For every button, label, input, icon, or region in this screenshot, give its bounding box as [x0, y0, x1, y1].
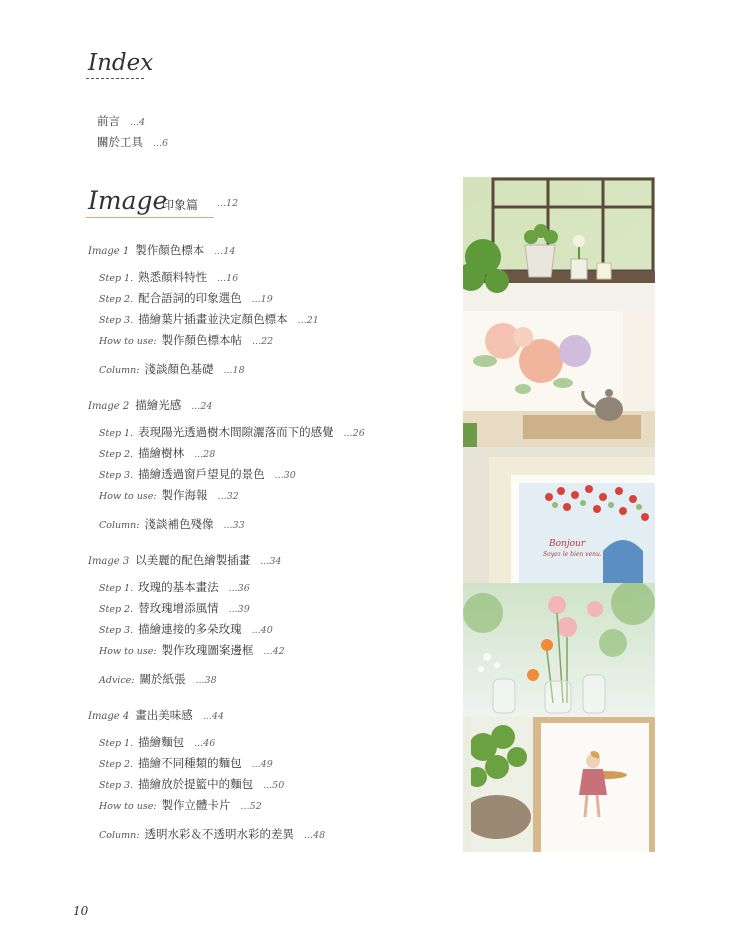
- index-entry-tools[interactable]: [97, 133, 168, 151]
- toc-step[interactable]: [99, 641, 285, 659]
- toc-title: 淺談補色殘像: [144, 519, 214, 531]
- toc-label: Step 1.: [99, 428, 134, 439]
- toc-page: ...46: [194, 738, 216, 749]
- toc-title: 描繪放於提籃中的麵包: [138, 779, 254, 791]
- toc-section-image-4[interactable]: [88, 706, 224, 724]
- toc-page: ...44: [202, 711, 224, 722]
- toc-page: ...18: [223, 365, 245, 376]
- index-entry-label: 關於工具: [97, 137, 143, 149]
- toc-title: 描繪透過窗戶望見的景色: [138, 469, 265, 481]
- toc-label: Image 3: [88, 556, 130, 567]
- toc-label: How to use:: [99, 336, 157, 347]
- toc-label: Step 3.: [99, 470, 134, 481]
- toc-section-image-1[interactable]: [88, 241, 235, 259]
- toc-title: 描繪樹林: [138, 448, 185, 460]
- image-section-heading: Image: [88, 186, 168, 215]
- toc-title: 製作玫瑰圖案邊框: [161, 645, 254, 657]
- toc-label: Step 1.: [99, 273, 134, 284]
- toc-step[interactable]: [99, 444, 215, 462]
- toc-page: ...16: [217, 273, 239, 284]
- toc-step[interactable]: [99, 796, 262, 814]
- index-entry-page: ...6: [153, 138, 169, 149]
- toc-step[interactable]: [99, 599, 250, 617]
- toc-page: ...33: [223, 520, 245, 531]
- toc-label: Step 1.: [99, 738, 134, 749]
- toc-column[interactable]: [99, 360, 245, 378]
- toc-section-image-3[interactable]: [88, 551, 281, 569]
- toc-step[interactable]: [99, 620, 273, 638]
- toc-title: 熟悉顏料特性: [138, 272, 208, 284]
- toc-page: ...40: [251, 625, 273, 636]
- toc-page: ...19: [251, 294, 273, 305]
- toc-title: 畫出美味感: [135, 710, 193, 722]
- toc-label: Step 2.: [99, 759, 134, 770]
- toc-step[interactable]: [99, 331, 273, 349]
- window-plants-photo: [463, 177, 655, 311]
- toc-label: Column:: [99, 520, 140, 531]
- toc-label: How to use:: [99, 491, 157, 502]
- toc-label: Image 1: [88, 246, 130, 257]
- toc-page: ...24: [191, 401, 213, 412]
- toc-step[interactable]: [99, 423, 365, 441]
- toc-title: 玫瑰的基本畫法: [138, 582, 219, 594]
- toc-page: ...42: [263, 646, 285, 657]
- rose-watercolor-teapot-photo: [463, 311, 655, 447]
- toc-label: Column:: [99, 830, 140, 841]
- toc-title: 配合語詞的印象選色: [138, 293, 242, 305]
- index-entry-preface[interactable]: [97, 112, 145, 130]
- toc-page: ...49: [251, 759, 273, 770]
- index-entry-page: ...4: [130, 117, 146, 128]
- page-number: 10: [73, 904, 89, 918]
- toc-label: Step 3.: [99, 780, 134, 791]
- toc-step[interactable]: [99, 486, 239, 504]
- photo-column: [463, 177, 655, 852]
- toc-advice[interactable]: [99, 670, 217, 688]
- toc-page: ...48: [303, 830, 326, 841]
- toc-page: ...22: [252, 336, 274, 347]
- toc-step[interactable]: [99, 733, 215, 751]
- image-section-heading-cn: 印象篇: [162, 198, 199, 212]
- toc-label: Step 3.: [99, 315, 134, 326]
- toc-label: Image 2: [88, 401, 130, 412]
- toc-page: ...36: [228, 583, 250, 594]
- toc-label: Step 2.: [99, 294, 134, 305]
- toc-page: ...30: [274, 470, 296, 481]
- toc-step[interactable]: [99, 310, 319, 328]
- toc-title: 關於紙張: [139, 674, 186, 686]
- toc-title: 淺談顏色基礎: [144, 364, 214, 376]
- index-heading: Index: [88, 50, 154, 76]
- toc-page: ...34: [260, 556, 282, 567]
- toc-title: 描繪葉片插畫並決定顏色標本: [138, 314, 288, 326]
- toc-page: ...32: [217, 491, 239, 502]
- toc-title: 表現陽光透過樹木間隙灑落而下的感覺: [138, 427, 334, 439]
- toc-title: 替玫瑰增添風情: [138, 603, 219, 615]
- toc-label: Step 1.: [99, 583, 134, 594]
- toc-title: 透明水彩＆不透明水彩的差異: [144, 829, 294, 841]
- framed-photo-caption: Bonjour: [549, 539, 586, 549]
- toc-page: ...14: [214, 246, 236, 257]
- toc-page: ...21: [297, 315, 319, 326]
- toc-label: Step 2.: [99, 604, 134, 615]
- toc-title: 描繪連接的多朵玫瑰: [138, 624, 242, 636]
- toc-step[interactable]: [99, 268, 238, 286]
- toc-page: ...28: [194, 449, 216, 460]
- toc-label: Step 2.: [99, 449, 134, 460]
- toc-page: ...50: [263, 780, 285, 791]
- image-section-page: ...12: [217, 198, 239, 209]
- toc-label: Step 3.: [99, 625, 134, 636]
- toc-label: Advice:: [99, 675, 135, 686]
- toc-step[interactable]: [99, 289, 273, 307]
- framed-photo-caption-2: Soyez le bien venu.: [543, 551, 602, 558]
- toc-title: 製作立體卡片: [161, 800, 231, 812]
- toc-step[interactable]: [99, 754, 273, 772]
- toc-column[interactable]: [99, 515, 245, 533]
- toc-step[interactable]: [99, 578, 250, 596]
- toc-page: ...26: [343, 428, 365, 439]
- toc-column[interactable]: [99, 825, 325, 843]
- index-heading-rule: [86, 78, 144, 79]
- toc-title: 描繪麵包: [138, 737, 185, 749]
- toc-step[interactable]: [99, 775, 284, 793]
- toc-title: 以美麗的配色繪製插畫: [135, 555, 251, 567]
- image-section-rule: [86, 217, 214, 218]
- toc-title: 描繪不同種類的麵包: [138, 758, 242, 770]
- toc-page: ...52: [240, 801, 262, 812]
- toc-page: ...38: [195, 675, 217, 686]
- toc-title: 製作顏色標本帖: [161, 335, 243, 347]
- toc-page: ...39: [228, 604, 250, 615]
- toc-title: 製作海報: [161, 490, 208, 502]
- toc-title: 製作顏色標本: [135, 245, 205, 257]
- toc-label: How to use:: [99, 646, 157, 657]
- toc-label: Column:: [99, 365, 140, 376]
- toc-label: How to use:: [99, 801, 157, 812]
- flowers-in-glass-photo: [463, 583, 655, 717]
- toc-section-image-2[interactable]: [88, 396, 212, 414]
- toc-step[interactable]: [99, 465, 296, 483]
- toc-title: 描繪光感: [135, 400, 182, 412]
- index-entry-label: 前言: [97, 116, 120, 128]
- child-bread-painting-photo: [463, 717, 655, 852]
- toc-label: Image 4: [88, 711, 130, 722]
- framed-rose-frame-photo: [463, 447, 655, 583]
